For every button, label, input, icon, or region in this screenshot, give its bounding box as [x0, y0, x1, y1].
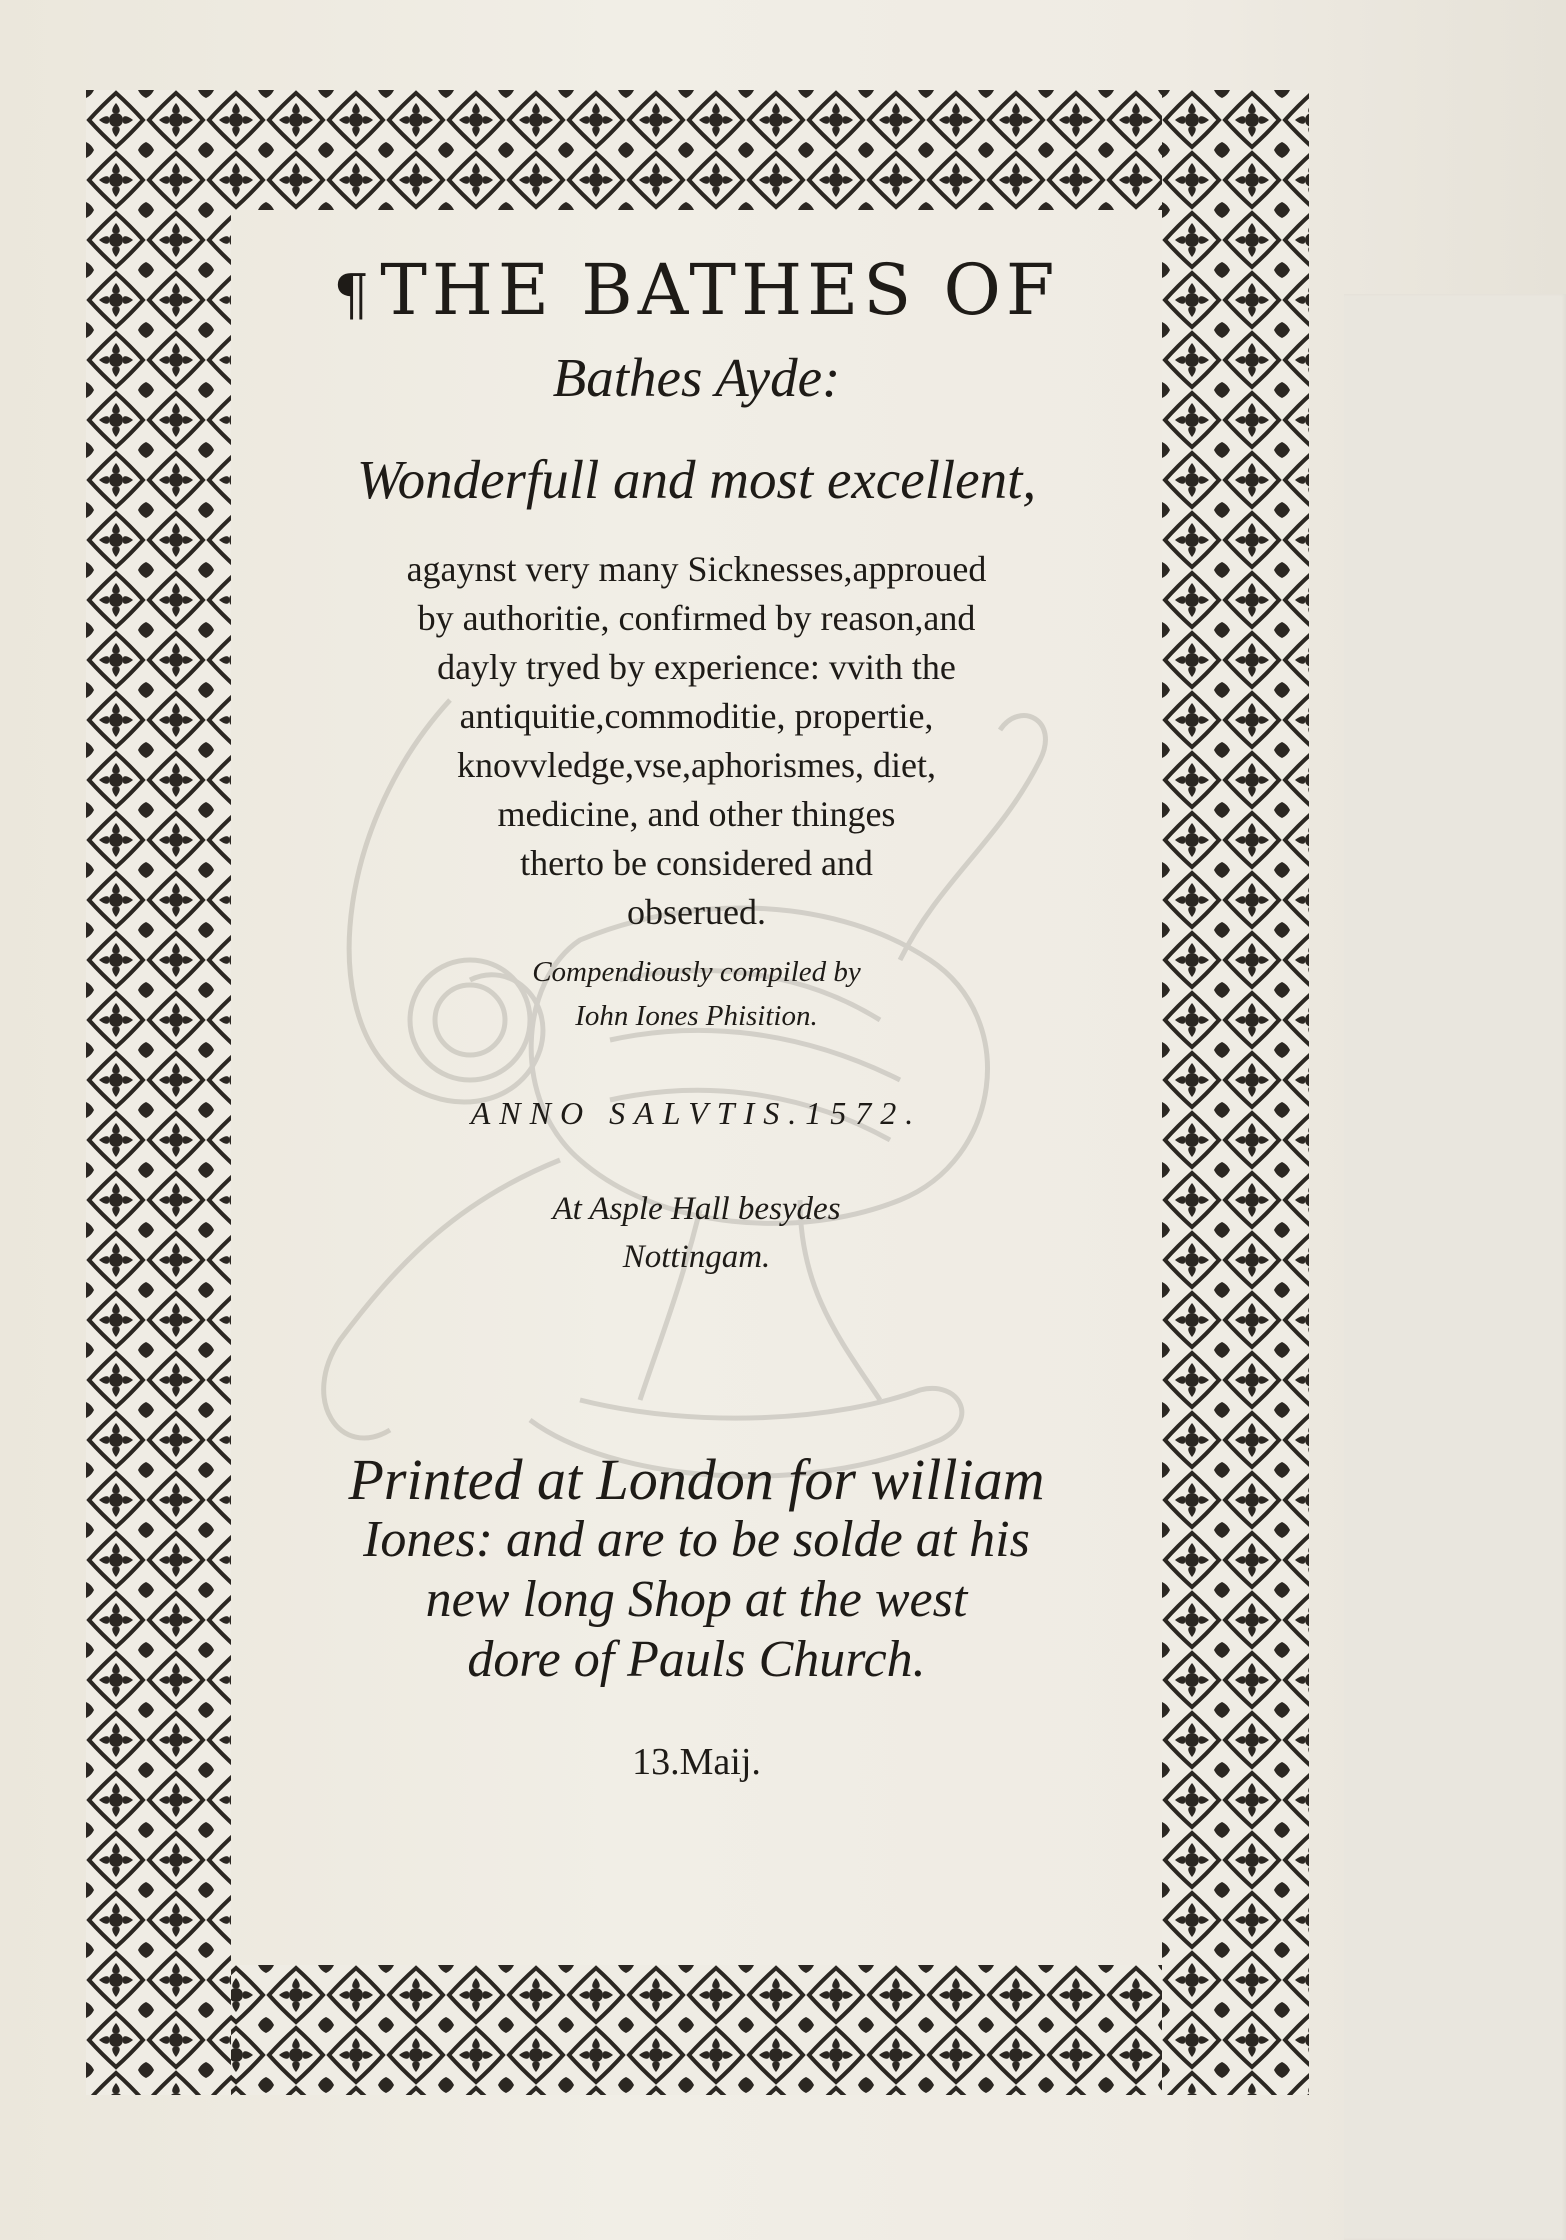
print-date: 13.Maij.	[632, 1741, 761, 1783]
year-line: ANNO SALVTIS.1572.	[470, 1095, 923, 1131]
description	[231, 545, 1162, 937]
ornamental-border-top	[86, 90, 1309, 210]
ornament-pattern-top	[86, 90, 1309, 210]
imprint-line: Printed at London for william	[348, 1447, 1045, 1512]
description-line: medicine, and other thinges	[497, 794, 896, 834]
description-line: knovvledge,vse,aphorismes, diet,	[457, 745, 936, 785]
ornamental-border-left	[86, 90, 231, 2095]
description-line: agaynst very many Sicknesses,approued	[406, 549, 987, 589]
main-title	[231, 250, 1162, 336]
place-line: At Asple Hall besydes	[552, 1191, 841, 1227]
ornamental-border-bottom	[86, 1965, 1309, 2095]
description-line: dayly tryed by experience: vvith the	[437, 647, 956, 687]
ornament-pattern-left	[86, 90, 231, 2095]
imprint-line: new long Shop at the west	[425, 1571, 968, 1628]
pilcrow-mark: ¶	[333, 263, 375, 328]
ornament-pattern-right	[1162, 90, 1309, 2095]
place-line: Nottingam.	[622, 1239, 771, 1275]
main-title-text: THE BATHES OF	[380, 249, 1060, 331]
imprint	[231, 1447, 1162, 1690]
author-credit	[231, 950, 1162, 1038]
description-line: antiquitie,commoditie, propertie,	[459, 696, 934, 736]
title-text-block	[231, 210, 1162, 1965]
subtitle: Bathes Ayde:	[552, 347, 841, 408]
imprint-line: dore of Pauls Church.	[467, 1631, 926, 1688]
description-line: therto be considered and	[520, 843, 873, 883]
ornamental-border-right	[1162, 90, 1309, 2095]
author-name: Iohn Iones Phisition.	[575, 1000, 818, 1032]
ornament-pattern-bottom	[86, 1965, 1309, 2095]
compiled-line: Compendiously compiled by	[532, 956, 861, 988]
imprint-line: Iones: and are to be solde at his	[363, 1511, 1030, 1568]
description-line: obserued.	[627, 892, 766, 932]
tagline: Wonderfull and most excellent,	[356, 449, 1037, 510]
description-line: by authoritie, confirmed by reason,and	[417, 598, 976, 638]
place-of-writing	[231, 1185, 1162, 1281]
